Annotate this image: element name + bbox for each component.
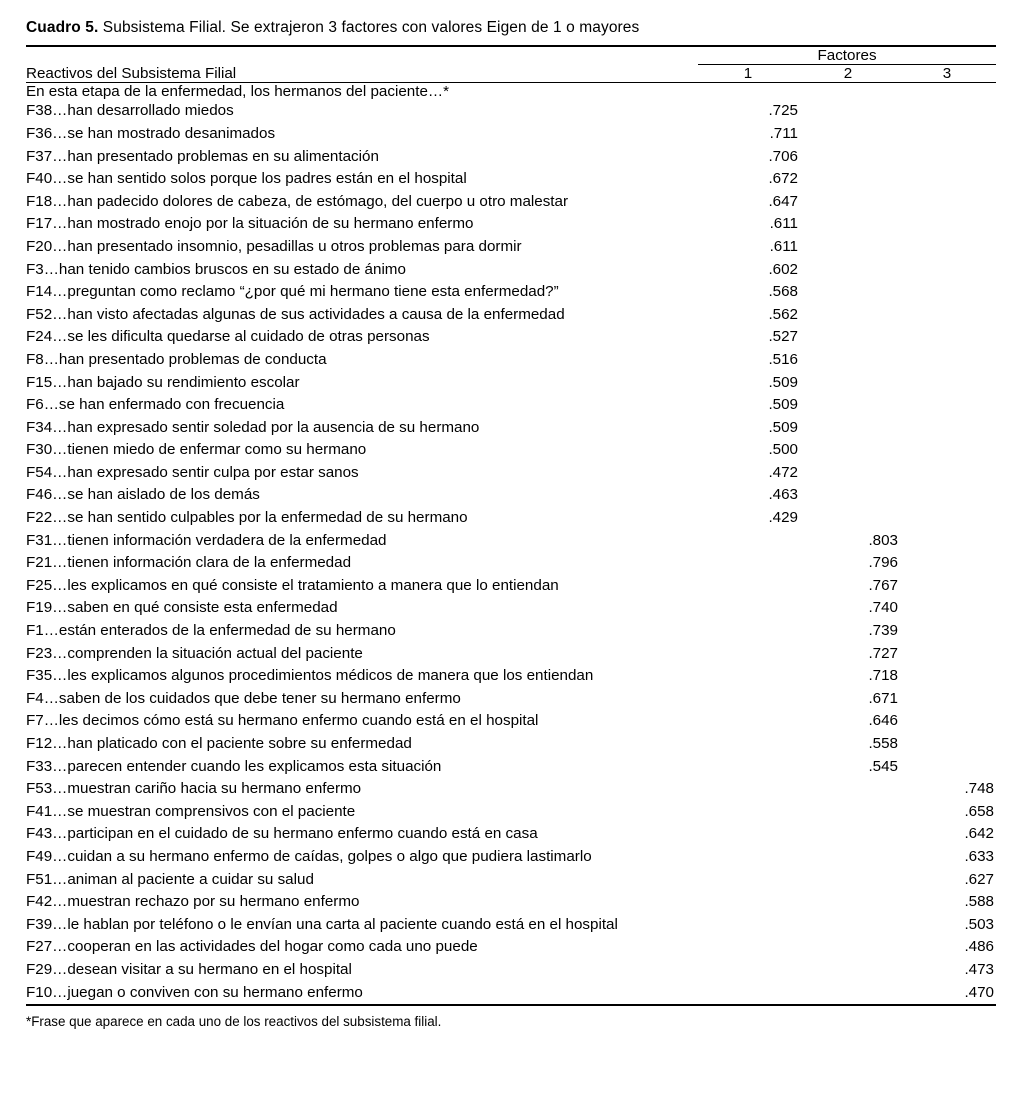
- row-loading-factor-3: [898, 575, 996, 598]
- table-row: [26, 507, 996, 530]
- row-loading-factor-1: .568: [768, 283, 798, 301]
- table-row: [26, 439, 996, 462]
- row-loading-factor-3: [898, 236, 996, 259]
- row-loading-factor-1: [698, 869, 798, 892]
- table-row: [26, 756, 996, 779]
- row-loading-factor-3: [898, 756, 996, 779]
- row-loading-factor-1: [698, 597, 798, 620]
- row-loading-factor-2: [798, 439, 898, 462]
- row-item-label: F18…han padecido dolores de cabeza, de estómago, del cuerpo u otro malestar: [26, 192, 569, 210]
- section-header: En esta etapa de la enfermedad, los hermanos del paciente…*: [26, 83, 449, 101]
- table-footnote: *Frase que aparece en cada uno de los reactivos del subsistema filial.: [26, 1014, 442, 1030]
- row-loading-factor-3: [898, 123, 996, 146]
- row-loading-factor-2: [798, 394, 898, 417]
- row-item-label: F12…han platicado con el paciente sobre su enfermedad: [26, 735, 412, 752]
- row-loading-factor-3: [898, 620, 996, 643]
- row-loading-factor-2: .727: [868, 644, 898, 662]
- table-row: [26, 281, 996, 304]
- row-loading-factor-3: [898, 417, 996, 440]
- header-columns-row: [26, 65, 996, 83]
- row-loading-factor-2: [798, 959, 898, 982]
- table-row: [26, 869, 996, 892]
- row-loading-factor-1: .706: [768, 147, 798, 165]
- row-loading-factor-3: [898, 462, 996, 485]
- table-row: [26, 168, 996, 191]
- row-loading-factor-3: .470: [964, 983, 994, 1001]
- row-item-label: F38…han desarrollado miedos: [26, 102, 234, 120]
- table-row: [26, 891, 996, 914]
- table-row: [26, 304, 996, 327]
- row-loading-factor-3: [898, 507, 996, 530]
- row-item-label: F33…parecen entender cuando les explicamos esta situación: [26, 757, 442, 775]
- row-loading-factor-1: [698, 936, 798, 959]
- table-row: [26, 823, 996, 846]
- caption-text: Subsistema Filial. Se extrajeron 3 factores con valores Eigen de 1 o mayores: [98, 19, 640, 36]
- row-loading-factor-3: [898, 100, 996, 123]
- table-row: [26, 575, 996, 598]
- row-loading-factor-2: [798, 304, 898, 327]
- row-loading-factor-3: [898, 484, 996, 507]
- table-row: [26, 801, 996, 824]
- row-loading-factor-2: [798, 936, 898, 959]
- row-item-label: F22…se han sentido culpables por la enfermedad de su hermano: [26, 509, 468, 527]
- row-item-label: F42…muestran rechazo por su hermano enfermo: [26, 893, 360, 911]
- section-header-row: [26, 83, 996, 100]
- caption-label: Cuadro 5.: [26, 19, 99, 36]
- row-loading-factor-2: .767: [868, 576, 898, 594]
- row-loading-factor-3: [898, 304, 996, 327]
- table-row: [26, 462, 996, 485]
- table-row: [26, 146, 996, 169]
- row-loading-factor-2: [798, 801, 898, 824]
- table-caption: [26, 18, 996, 37]
- row-item-label: F15…han bajado su rendimiento escolar: [26, 373, 300, 391]
- row-item-label: F27…cooperan en las actividades del hogar como cada uno puede: [26, 938, 478, 956]
- row-item-label: F36…se han mostrado desanimados: [26, 124, 276, 142]
- row-loading-factor-2: .646: [868, 712, 898, 730]
- row-loading-factor-2: [798, 891, 898, 914]
- row-item-label: F43…participan en el cuidado de su hermano enfermo cuando está en casa: [26, 825, 538, 843]
- row-item-label: F40…se han sentido solos porque los padres están en el hospital: [26, 170, 467, 188]
- table-row: [26, 530, 996, 553]
- bottom-rule: [26, 1004, 996, 1006]
- row-loading-factor-2: [798, 823, 898, 846]
- row-loading-factor-3: .627: [964, 870, 994, 888]
- row-loading-factor-1: .509: [768, 418, 798, 436]
- row-item-label: F20…han presentado insomnio, pesadillas u otros problemas para dormir: [26, 237, 522, 255]
- header-group-spacer: [26, 47, 698, 64]
- row-loading-factor-3: .588: [964, 893, 994, 911]
- row-loading-factor-1: [698, 982, 798, 1005]
- row-loading-factor-2: [798, 417, 898, 440]
- factor-loadings-table: [26, 47, 996, 82]
- row-loading-factor-1: [698, 733, 798, 756]
- header-factor-3: 3: [942, 65, 952, 83]
- row-loading-factor-1: [698, 823, 798, 846]
- table-row: [26, 213, 996, 236]
- row-loading-factor-2: [798, 982, 898, 1005]
- row-item-label: F49…cuidan a su hermano enfermo de caídas, golpes o algo que pudiera lastimarlo: [26, 847, 592, 865]
- table-row: [26, 191, 996, 214]
- row-loading-factor-3: [898, 665, 996, 688]
- row-loading-factor-3: [898, 349, 996, 372]
- row-loading-factor-2: [798, 168, 898, 191]
- row-loading-factor-3: .503: [964, 915, 994, 933]
- row-loading-factor-2: [798, 778, 898, 801]
- row-loading-factor-3: [898, 259, 996, 282]
- table-row: [26, 100, 996, 123]
- row-item-label: F54…han expresado sentir culpa por estar sanos: [26, 463, 359, 481]
- row-loading-factor-1: [698, 620, 798, 643]
- row-item-label: F24…se les dificulta quedarse al cuidado de otras personas: [26, 328, 430, 346]
- row-loading-factor-3: [898, 394, 996, 417]
- row-item-label: F30…tienen miedo de enfermar como su hermano: [26, 441, 367, 459]
- row-loading-factor-2: .739: [868, 622, 898, 640]
- row-loading-factor-1: .711: [769, 124, 798, 142]
- row-item-label: F29…desean visitar a su hermano en el hospital: [26, 960, 352, 978]
- row-loading-factor-2: [798, 349, 898, 372]
- table-row: [26, 417, 996, 440]
- row-loading-factor-2: .558: [868, 735, 898, 752]
- row-loading-factor-1: .509: [768, 396, 798, 414]
- row-loading-factor-1: [698, 891, 798, 914]
- row-loading-factor-2: .671: [868, 689, 898, 707]
- row-loading-factor-3: [898, 710, 996, 733]
- row-loading-factor-2: [798, 259, 898, 282]
- row-loading-factor-3: [898, 552, 996, 575]
- row-loading-factor-1: [698, 778, 798, 801]
- row-loading-factor-1: [698, 575, 798, 598]
- table-row: [26, 259, 996, 282]
- table-row: [26, 710, 996, 733]
- header-factor-2: 2: [843, 65, 853, 83]
- row-loading-factor-3: [898, 168, 996, 191]
- row-loading-factor-1: .463: [768, 486, 798, 504]
- row-loading-factor-2: [798, 914, 898, 937]
- row-loading-factor-2: [798, 236, 898, 259]
- row-loading-factor-2: [798, 372, 898, 395]
- row-loading-factor-2: .803: [868, 531, 898, 549]
- row-loading-factor-2: [798, 123, 898, 146]
- table-row: [26, 778, 996, 801]
- row-loading-factor-2: [798, 462, 898, 485]
- row-item-label: F46…se han aislado de los demás: [26, 486, 260, 504]
- row-loading-factor-3: [898, 281, 996, 304]
- row-loading-factor-1: [698, 914, 798, 937]
- table-row: [26, 597, 996, 620]
- header-item-column: Reactivos del Subsistema Filial: [26, 65, 237, 83]
- row-item-label: F53…muestran cariño hacia su hermano enfermo: [26, 780, 362, 798]
- row-loading-factor-3: .658: [964, 802, 994, 820]
- row-item-label: F10…juegan o conviven con su hermano enfermo: [26, 983, 363, 1001]
- row-loading-factor-1: .516: [768, 350, 798, 368]
- row-loading-factor-2: .718: [868, 667, 898, 685]
- row-item-label: F8…han presentado problemas de conducta: [26, 350, 327, 368]
- table-row: [26, 914, 996, 937]
- row-loading-factor-3: [898, 191, 996, 214]
- row-loading-factor-1: .527: [768, 328, 798, 346]
- row-loading-factor-1: [698, 643, 798, 666]
- table-row: [26, 372, 996, 395]
- row-loading-factor-1: .602: [768, 260, 798, 278]
- row-item-label: F19…saben en qué consiste esta enfermedad: [26, 599, 338, 617]
- row-loading-factor-1: [698, 665, 798, 688]
- row-loading-factor-1: .647: [768, 192, 798, 210]
- table-row: [26, 326, 996, 349]
- row-loading-factor-1: [698, 756, 798, 779]
- row-item-label: F1…están enterados de la enfermedad de su hermano: [26, 622, 396, 640]
- row-item-label: F3…han tenido cambios bruscos en su estado de ánimo: [26, 260, 406, 278]
- row-loading-factor-1: .562: [768, 305, 798, 323]
- row-loading-factor-2: [798, 507, 898, 530]
- row-item-label: F4…saben de los cuidados que debe tener su hermano enfermo: [26, 689, 461, 707]
- table-row: [26, 484, 996, 507]
- row-item-label: F25…les explicamos en qué consiste el tratamiento a manera que lo entiendan: [26, 576, 559, 594]
- row-loading-factor-3: [898, 439, 996, 462]
- row-loading-factor-3: .473: [964, 960, 994, 978]
- table-body: [26, 83, 996, 1004]
- row-loading-factor-1: .725: [768, 102, 798, 120]
- row-item-label: F7…les decimos cómo está su hermano enfermo cuando está en el hospital: [26, 712, 539, 730]
- row-loading-factor-3: [898, 372, 996, 395]
- row-loading-factor-3: .748: [964, 780, 994, 798]
- row-loading-factor-2: [798, 213, 898, 236]
- row-item-label: F52…han visto afectadas algunas de sus actividades a causa de la enfermedad: [26, 305, 565, 323]
- table-row: [26, 733, 996, 756]
- row-loading-factor-1: .509: [768, 373, 798, 391]
- row-loading-factor-2: [798, 869, 898, 892]
- row-loading-factor-2: [798, 146, 898, 169]
- header-group-factores: Factores: [817, 47, 877, 65]
- row-item-label: F41…se muestran comprensivos con el paciente: [26, 802, 356, 820]
- row-item-label: F39…le hablan por teléfono o le envían una carta al paciente cuando está en el hospital: [26, 915, 618, 933]
- factor-loadings-body: [26, 83, 996, 1004]
- row-loading-factor-3: [898, 688, 996, 711]
- row-loading-factor-2: [798, 191, 898, 214]
- row-loading-factor-1: [698, 801, 798, 824]
- row-loading-factor-2: .740: [868, 599, 898, 617]
- table-head: [26, 47, 996, 82]
- table-row: [26, 643, 996, 666]
- table-row: [26, 959, 996, 982]
- row-loading-factor-3: .633: [964, 847, 994, 865]
- table-row: [26, 846, 996, 869]
- row-loading-factor-3: [898, 326, 996, 349]
- header-factor-1: 1: [743, 65, 753, 83]
- row-loading-factor-1: .611: [769, 215, 798, 233]
- row-loading-factor-2: .796: [868, 554, 898, 572]
- row-item-label: F6…se han enfermado con frecuencia: [26, 396, 285, 414]
- row-loading-factor-1: [698, 710, 798, 733]
- row-item-label: F14…preguntan como reclamo “¿por qué mi hermano tiene esta enfermedad?”: [26, 283, 559, 301]
- row-loading-factor-3: [898, 530, 996, 553]
- row-loading-factor-1: .429: [768, 509, 798, 527]
- row-loading-factor-1: .500: [768, 441, 798, 459]
- row-loading-factor-3: .642: [964, 825, 994, 843]
- table-row: [26, 552, 996, 575]
- row-item-label: F51…animan al paciente a cuidar su salud: [26, 870, 314, 888]
- table-row: [26, 688, 996, 711]
- row-item-label: F23…comprenden la situación actual del paciente: [26, 644, 363, 662]
- table-row: [26, 665, 996, 688]
- row-item-label: F31…tienen información verdadera de la enfermedad: [26, 531, 387, 549]
- row-loading-factor-3: [898, 213, 996, 236]
- table-row: [26, 349, 996, 372]
- row-item-label: F37…han presentado problemas en su alimentación: [26, 147, 379, 165]
- row-loading-factor-2: [798, 484, 898, 507]
- row-loading-factor-1: .672: [768, 170, 798, 188]
- row-loading-factor-3: [898, 643, 996, 666]
- row-item-label: F35…les explicamos algunos procedimientos médicos de manera que los entiendan: [26, 667, 594, 685]
- row-loading-factor-3: [898, 146, 996, 169]
- row-loading-factor-3: [898, 597, 996, 620]
- table-row: [26, 936, 996, 959]
- row-loading-factor-2: [798, 326, 898, 349]
- table-row: [26, 982, 996, 1005]
- table-row: [26, 236, 996, 259]
- row-loading-factor-1: [698, 530, 798, 553]
- row-loading-factor-1: [698, 959, 798, 982]
- row-loading-factor-1: [698, 846, 798, 869]
- row-loading-factor-1: .472: [768, 463, 798, 481]
- row-loading-factor-2: [798, 281, 898, 304]
- row-loading-factor-2: .545: [868, 757, 898, 775]
- row-loading-factor-1: [698, 688, 798, 711]
- row-loading-factor-2: [798, 846, 898, 869]
- row-item-label: F34…han expresado sentir soledad por la ausencia de su hermano: [26, 418, 480, 436]
- table-row: [26, 620, 996, 643]
- row-loading-factor-3: .486: [964, 938, 994, 956]
- table-row: [26, 394, 996, 417]
- row-loading-factor-3: [898, 733, 996, 756]
- header-group-row: [26, 47, 996, 64]
- row-loading-factor-1: [698, 552, 798, 575]
- table-row: [26, 123, 996, 146]
- row-item-label: F21…tienen información clara de la enfermedad: [26, 554, 352, 572]
- row-loading-factor-2: [798, 100, 898, 123]
- row-item-label: F17…han mostrado enojo por la situación de su hermano enfermo: [26, 215, 474, 233]
- row-loading-factor-1: .611: [769, 237, 798, 255]
